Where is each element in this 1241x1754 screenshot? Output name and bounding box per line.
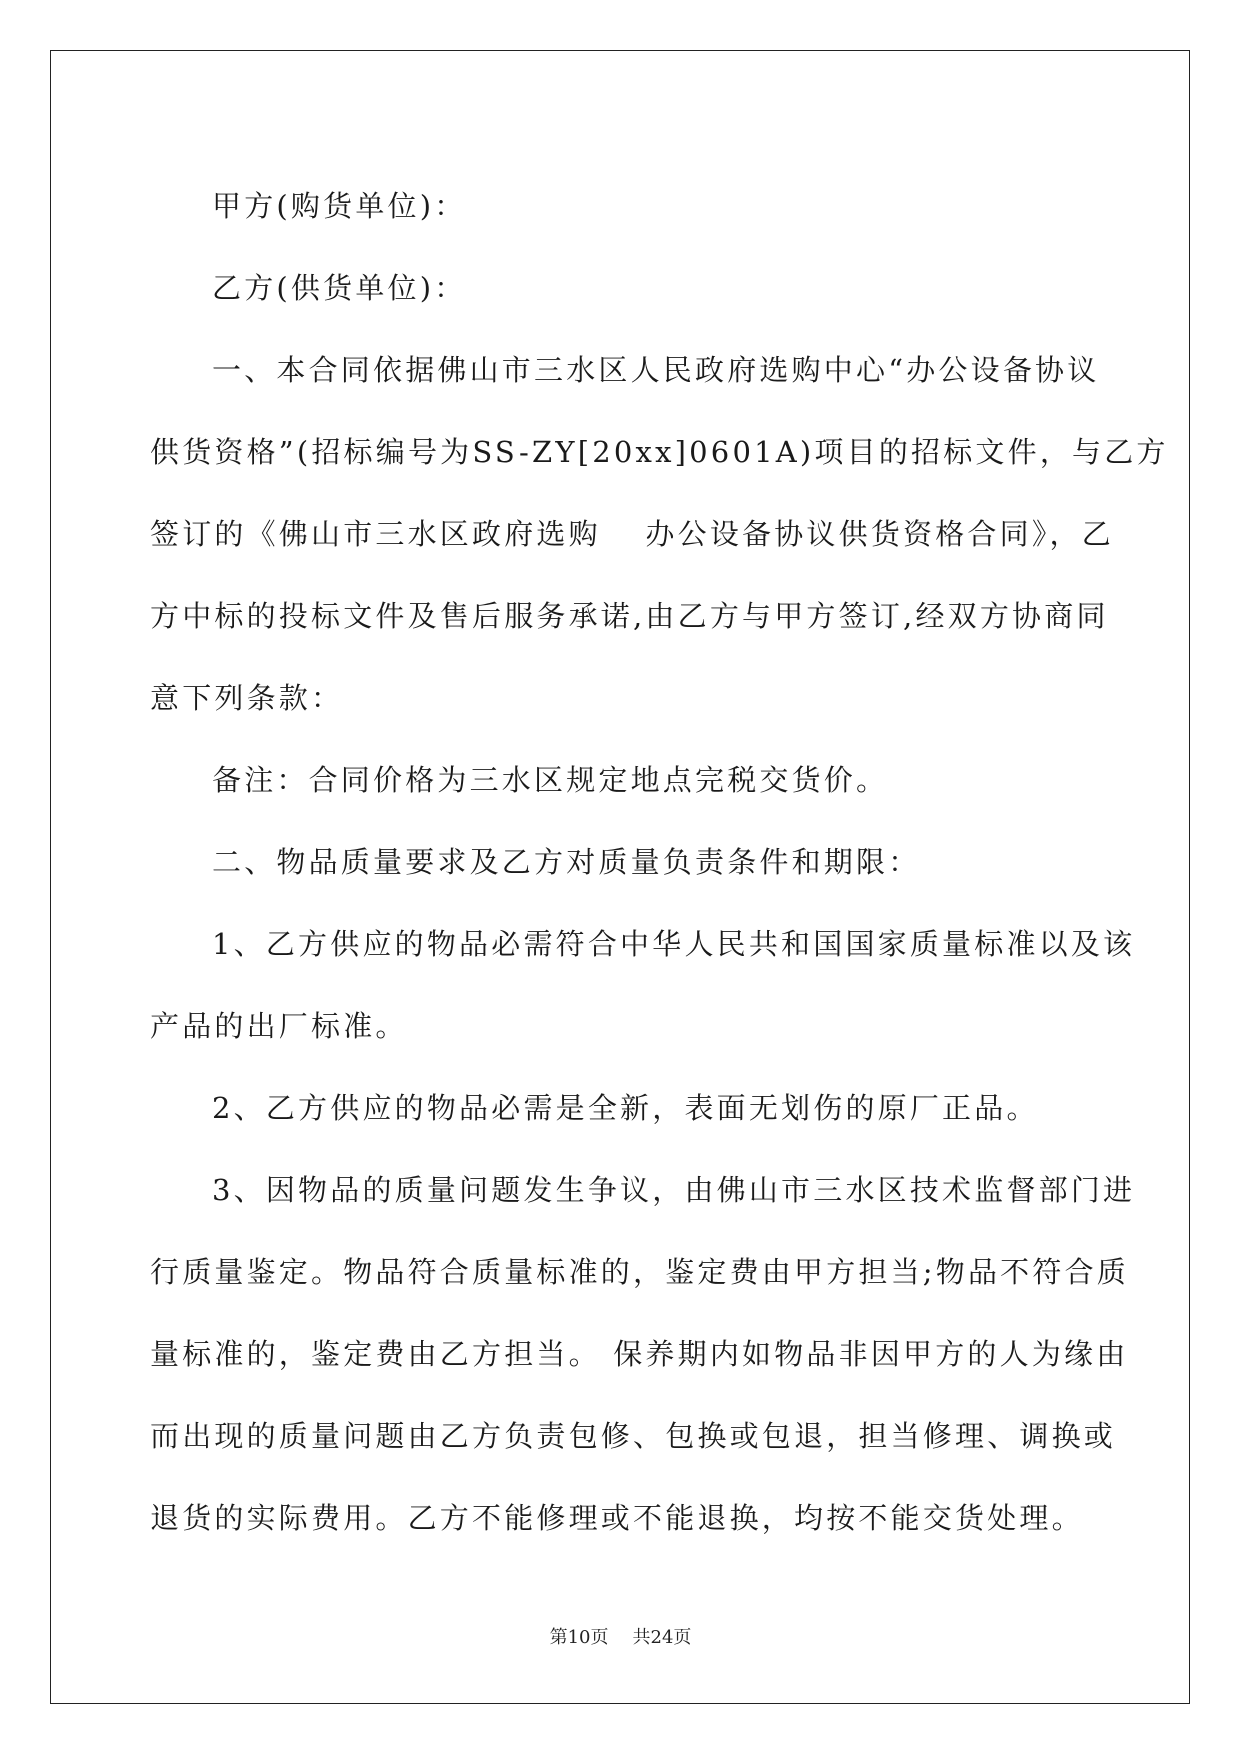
party-b-line: 乙方(供货单位)：	[212, 271, 467, 305]
clause-1-line: 一、本合同依据佛山市三水区人民政府选购中心“办公设备协议	[212, 353, 1100, 387]
clause-1-line: 方中标的投标文件及售后服务承诺,由乙方与甲方签订,经双方协商同	[150, 599, 1109, 633]
page-footer	[0, 1623, 1241, 1649]
item-3-line: 而出现的质量问题由乙方负责包修、包换或包退，担当修理、调换或	[150, 1419, 1117, 1453]
item-3-line: 量标准的，鉴定费由乙方担当。 保养期内如物品非因甲方的人为缘由	[150, 1337, 1129, 1371]
item-2-line: 2、乙方供应的物品必需是全新，表面无划伤的原厂正品。	[212, 1091, 1039, 1125]
remark-line: 备注：合同价格为三水区规定地点完税交货价。	[212, 763, 889, 797]
clause-1-line: 意下列条款：	[150, 681, 344, 715]
page-total: 共24页	[632, 1627, 692, 1648]
clause-1-line: 签订的《佛山市三水区政府选购 办公设备协议供货资格合同》，乙	[150, 517, 1114, 551]
document-body	[150, 165, 1169, 1559]
item-3-line: 3、因物品的质量问题发生争议，由佛山市三水区技术监督部门进	[212, 1173, 1136, 1207]
item-1-line: 产品的出厂标准。	[150, 1009, 408, 1043]
clause-2-heading: 二、物品质量要求及乙方对质量负责条件和期限：	[212, 845, 921, 879]
item-3-line: 退货的实际费用。乙方不能修理或不能退换，均按不能交货处理。	[150, 1501, 1084, 1535]
item-1-line: 1、乙方供应的物品必需符合中华人民共和国国家质量标准以及该	[212, 927, 1136, 961]
party-a-line: 甲方(购货单位)：	[212, 189, 467, 223]
item-3-line: 行质量鉴定。物品符合质量标准的，鉴定费由甲方担当;物品不符合质	[150, 1255, 1129, 1289]
clause-1-line: 供货资格”(招标编号为SS-ZY[20xx]0601A)项目的招标文件，与乙方	[150, 435, 1169, 469]
page-number: 第10页	[549, 1627, 609, 1648]
